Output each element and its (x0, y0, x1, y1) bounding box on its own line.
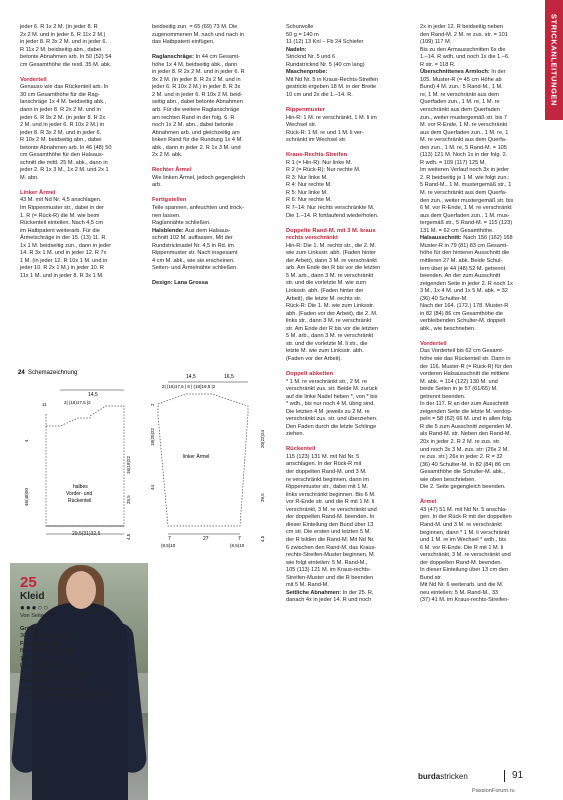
paragraph: 115 (123) 131 M. mit Nd Nr. 5 anschlagen. In der Rück-R mit der doppelten Rand-M. und 3 M. re verschränkt beginnen, dann im Rippenmuster str., dabei mit 1 M. links verschränkt beginnen. Bis 6 M. vor R-Ende str. und die R mit 1 M. li verschränkt, 3 M. re verschränkt und der doppelten Rand-M. beenden. In dieser Einteilung den Bund über 13 cm str. Die ersten und letzten 5 M. der R bilden die Rand-M. Mit Nd Nr. 6 zwischen den Rand-M. das Kraus- rechts-Streifen-Muster beginnen, M. wie folgt einteilen: 5 M. Rand-M., 105 (113) 121 M. im Kraus-rechts- Streifen-Muster und die R beenden mit 5 M. Rand-M. (286, 453, 377, 589)
watermark: PassionForum.ru (472, 788, 515, 794)
sleeve-dim-top-left: 14,5 (186, 374, 196, 380)
heading-doppelte-rand: Doppelte Rand-M. mit 3 M. kraus rechts verschränkt (286, 227, 376, 242)
column-4 (420, 24, 542, 613)
from-page: Von Seite 60 (20, 613, 52, 619)
body-dim-rib: 4,5 (126, 533, 131, 540)
paragraph: Das Vorderteil bis 62 cm Gesamt- höhe wie das Rückenteil str. Dann in der 116. Muster-R (= Rück-R) für den vorderen Halsausschnitt die mittlere M. abk. = 114 (122) 130 M. und beide Seiten in je 57 (61/65) M. getrennt beenden. In der 117. R an der zum Ausschnitt zeigenden Seite die letzte M. verdop- peln = 58 (62) 66 M. und in allen folg. R die 5 zum Ausschnitt zeigenden M. als Rand-M. str. Neben den Rand-M. 20x in jeder 2. R 2 M. re zus. str. und noch 3x 3 M. zus. str: (26x 2 M. re zus. str.) 26x in jeder 2. R = 32 (36) 40 Schulter-M. In 82 (84) 86 cm Gesamthöhe die Schulter-M. abk., wie oben beschrieben. Die 2. Seite gegengleich beenden. (420, 348, 513, 491)
label-raglan: Raglanschräge: (152, 54, 194, 61)
sleeve-dim-top-right: 16,5 (224, 374, 234, 380)
model-title: Kleid (20, 591, 45, 602)
model-number: 25 (20, 574, 37, 591)
sleeve-label: linker Ärmel (183, 454, 210, 460)
heading-doppelt-abketten: Doppelt abketten (286, 370, 334, 377)
heading-vorderteil: Vorderteil (20, 76, 47, 83)
heading-rueckenteil: Rückenteil (286, 446, 316, 453)
paragraph-halsausschnitt: Halsausschnitt: Nach 156 (162) 168 Muster-R in 79 (81) 83 cm Gesamt- höhe für den hinteren Ausschnitt die mittleren 27 M. abk. Beide Schul- tern über je 44 (48) 52 M. getrennt beenden. An der zum Ausschnitt zeigenden Seite in jeder 2. R noch 1x 3 M., 1x 4 M. und 1x 5 M. abk. = 32 (36) 40 Schulter-M. Nach der 164. (172.) 178. Muster-R in 82 (84) 86 cm Gesamthöhe die verbleibenden Schulter-M. doppelt abk., wie beschrieben. (420, 235, 513, 332)
column-2 (152, 24, 274, 295)
groesse: 36-38 (40-42) 44-46 (20, 633, 70, 640)
paragraph: R 1 (= Hin-R): Nur linke M. R 2 (= Rück-R): Nur rechte M. R 3: Nur linke M. R 4: Nur rechte M. R 5: Nur linke M. R 6: Nur rechte M. R 7–14: Nur rechts verschränkte M. Die 1.–14. R fortlaufend wiederholen. (286, 159, 379, 219)
body-dim-total: 46(48)50 (24, 487, 29, 506)
column-3 (286, 24, 408, 612)
paragraph: 43 (47) 51 M. mit Nd Nr. 5 anschla- gen. In der Rück-R mit der doppelten Rand-M. und 3 M. re verschränkt beginnen, dann * 1 M. li verschränkt und 1 M. re im Wechsel * wdh., bis 6 M. vor R-Ende. Die R mit 1 M. li verschränkt, 3 M. re verschränkt und der doppelten Rand-M. beenden. In dieser Einteilung über 13 cm den Bund str. Mit Nd Nr. 6 weiterarb. und die M. neu einteilen: 5 M. Rand-M., 33 (37) 41 M. im Kraus-rechts-Streifen- (420, 506, 512, 604)
sleeve-dim-left-c: 44 (150, 484, 155, 490)
heading-rechter-aermel: Rechter Ärmel (152, 167, 192, 174)
body-label-3: Rückenteil (68, 498, 92, 504)
text-raglan: In 44 cm Gesamt- höhe 1x 4 M. beidseitig abk., dann in jeder 8. R 2x 2 M. und in jeder 6. R 9x 2 M. (in jeder 8. R 2x 2 M. und in jeder 6. R 10x 2 M.) in jeder 8. R 3x 2 M. und in jeder 6. R 10x 2 M. beid- seitig abn., dabei betonte Abnahmen arb. Für die weitere Raglanschräge am rechten Rand in der folg. 6. R noch 1x 2 M. abn., dabei betonte Abnahmen arb. und gleichzeitig am linken Rand für die Rundung 1x 4 M. abk., dann in jeder 2. R 1x 3 M. und 2x 2 M. abk. (152, 54, 245, 159)
paragraph: jeder 6. R 1x 2 M. (in jeder 8. R 2x 2 M. und in jeder 6. R 11x 2 M.) in jeder 8. R 3x 2 M. und in jeder 6. R 11x 2 M. beidseitig abn., dabei betonte Abnahmen arb. In 50 (52) 54 cm Gesamthöhe die restl. 35 M. abk. (20, 24, 112, 68)
paragraph: Wie linken Ärmel, jedoch gegengleich arb. (152, 174, 246, 189)
difficulty-rating: ●●●○○ (20, 603, 50, 612)
body-dim-top: 14,5 (88, 392, 98, 398)
sleeve-piece (158, 394, 248, 526)
paragraph: Genauso wie das Rückenteil arb. In 30 cm Gesamthöhe für die Rag- lanschräge 1x 4 M. beidseitig abk., dann in jeder 8. R 2x 2 M. und in jeder 6. R 9x 2 M. (in jeder 8. R 2x 2 M. und in jeder 6. R 10x 2 M.) in jeder 8. R 3x 2 M. und in jeder 6. R 10x 2 M. beidseitig abn., dabei betonte Abnahmen arb. In 46 (48) 50 cm Gesamthöhe für den Halsaus- schnitt die mittl. 25 M. abk., dann in jeder 2. R 1x 3 M., 1x 2 M. und 2x 1 M. abn. (20, 84, 112, 181)
body-dim-bottom: 29,5(31)32,5 (72, 531, 101, 537)
sleeve-dim-bottom-left: 7 (168, 536, 171, 542)
heading-fertigstellen: Fertigstellen (152, 197, 187, 204)
paragraph: Hin-R: 1 M. re verschränkt, 1 M. li im Wechsel str. Rück-R: 1 M. re und 1 M. li ver- schränkt im Wechsel str. (286, 114, 377, 144)
label-halsblende: Halsblende: (152, 227, 184, 234)
section-tab (545, 0, 563, 120)
sleeve-dim-right-b: 39,5 (260, 493, 265, 502)
body-piece (46, 406, 124, 526)
paragraph: Hin-R: Die 1. M. rechts str., die 2. M. wie zum Linksstr. abh. (Faden hinter der Arbeit), dann 3 M. re verschränkt arb. Am Ende der R bis vor die letzten 5 M. arb., dann 3 M. re verschränkt str. und die vorletzte M. wie zum Linksstr. abh. (Faden hinter der Arbeit), die letzte M. rechts str. Rück-R: Die 1. M. wie zum Linksstr. abh. (Faden vor der Arbeit), die 2. M. links str., dann 3 M. re verschränkt str. Am Ende der R bis vor die letzten 5 M. arb., dann 3 M. re verschränkt str. und die vorletzte M. li str., die letzte M. wie zum Linksstr. abh. (Faden vor der Arbeit). (286, 242, 381, 362)
footer-divider (504, 770, 505, 782)
paragraph-ueberschnitten: Überschnittenes Armloch: In der 105. Muster-R (= 45 cm Höhe ab Bund) 4 M. zun.: 5 Rand-M., 1 M. re, 1 M. re verschränkt aus dem Querfaden zun., 1 M. re, 1 M. re verschränkt aus dem Querfaden zun., weiter mustergemäß str. bis 7 M. vor R-Ende, 1 M. re verschränkt aus dem Querfaden zun., 1 M. re, 1 M. re verschränkt aus dem Querfa- den zun., 1 M. re, 5 Rand-M. = 105 (113) 121 M. Noch 1x in der folg. 2. R wdh. = 109 (117) 125 M. Im weiteren Verlauf noch 3x in jeder 2. R beidseitig je 1 M. wie folgt zun.: 5 Rand-M., 1 M. mustergemäß str., 1 M. re verschränkt aus dem Querfa- den zun., weiter mustergemäß str. bis 6 M. vor R-Ende, 1 M. re verschränkt aus dem Querfaden zun., 1 M. mus- tergemäß str., 5 Rand-M. = 115 (123) 131 M. = 62 cm Gesamthöhe. (420, 69, 514, 234)
sleeve-dim-bottom-mid: 27 (203, 536, 209, 542)
heading-material: Material: (20, 678, 44, 685)
paragraph-seitliche: Seitliche Abnahmen: In der 25. R, danach 4x in jeder 14. R und noch (286, 589, 374, 604)
body-dim-top-sub: 2| (16)17,5 |2 (64, 400, 91, 405)
paragraph: 2x in jeder 12. R beidseitig neben den Rand-M. 2 M. re zus. str. = 101 (109) 117 M. Bis zu den Armausschnitten 6x die 1.–14. R wdh. und noch 1x die 1.–6. R str. = 118 R. (420, 24, 510, 68)
magazine-brand: burda (418, 772, 441, 781)
page-number: 91 (512, 770, 524, 781)
heading-groesse: Größe (20, 625, 38, 632)
body-label-1: halbes (73, 484, 88, 490)
body-label-2: Vorder- und (66, 491, 93, 497)
heading-aermel: Ärmel (420, 499, 437, 506)
body-dim-lower: 25,5 (126, 495, 131, 504)
page-footer (418, 770, 524, 781)
sleeve-dim-left-a: 2 (150, 403, 155, 406)
section-tab-label: STRICKANLEITUNGEN (549, 13, 559, 107)
sleeve-dim-right-a: 20(22)24 (260, 429, 265, 448)
sleeve-dim-right-c: 4,5 (260, 535, 265, 542)
paragraph-maschenprobe: Maschenprobe: Mit Nd Nr. 5 in Kraus-Rechts-Streifen gestrickt ergeben 18 M. in der Breite 10 cm und 2x die 1.–14. R. (286, 69, 379, 98)
paragraph-raglan (152, 54, 274, 160)
model-info (10, 575, 116, 706)
column-1 (20, 24, 142, 288)
sleeve-dim-top-sub: 2| (16)17,5 | 6 | (18)19,5 |2 (162, 384, 216, 389)
text-halsblende: Aus dem Halsaus- schnitt 102 M. auffassen. Mit der Rundstricknadel Nr. 4,5 in Rd. im Rippenmuster str. Nach insgesamt 4 cm M. abk., wie sie erscheinen. Seiten- und Ärmelnähte schließen. (152, 227, 238, 272)
heading-linker-aermel: Linker Ärmel (20, 189, 56, 196)
paragraph: Schurwolle 50 g = 140 m 11 (12) 13 Knl – Fb 24 Schiefer (286, 24, 364, 46)
schematic-number: 24 (18, 370, 25, 376)
paragraph: * 1 M. re verschränkt str., 2 M. re verschränkt zus. str. Beide M. zurück auf die linke Nadel heben *, von * bis * wdh., bis nur noch 4 M. übrig sind. Die letzten 4 M. jeweils zu 2 M. re verschränkt zus. str. und überziehen. Den Faden durch die letzte Schlinge ziehen. (286, 378, 378, 438)
paragraph: Teile spannen, anfeuchten und trock- nen lassen. Raglannähte schließen. (152, 204, 244, 227)
body-dim-left-small: 4 (24, 439, 29, 442)
fertige-groesse: Brustumfang: 96 (104) 112 cm Länge: 82 (84) 86 cm Ärmellänge: 42 (42) 42 cm (20, 648, 86, 677)
sleeve-dim-bottom-right-2: (8,5)10 (230, 543, 245, 548)
paragraph: beidseitig zun. = 65 (69) 73 M. Die zugenommenen M. nach und nach in das Hatbpatent einfügen. (152, 24, 245, 46)
design-credit: Design: Lana Grossa (152, 280, 208, 287)
paragraph: 43 M. mit Nd Nr. 4,5 anschlagen. Im Rippenmuster str., dabei in der 1. R (= Rück-R) die M. wie beim Rückenteil einteilen. Nach 4,5 cm im Hatbpatent weiterarb. Für die Ärmelschräge in der 15. (13) 11. R 1x 1 M. beidseitig zun., dann in jeder 14. R 3x 1 M. und in jeder 12. R 7x 1 M. (in jeder 12. R 10x 1 M. und in jeder 10. R 2x 1 M.) in jeder 10. R 11x 1 M. und in jeder 8. R 3x 1 M. (20, 197, 112, 279)
sleeve-dim-bottom-left-2: (8,5)10 (161, 543, 176, 548)
body-dim-small: 11 (42, 402, 47, 407)
material: Lana Grossa, Brigitte No. 2 47 % Alpaka, 45 % Baumwolle, 8 % (20, 685, 109, 700)
schematic-title: Schemazeichnung (28, 370, 78, 376)
heading-kraus-rechts: Kraus-Rechts-Streifen (286, 152, 348, 159)
magazine-brand-suffix: stricken (440, 772, 468, 781)
heading-rippenmuster: Rippenmuster (286, 106, 325, 113)
body-dim-raglan: 16(18)22 (126, 455, 131, 474)
sleeve-dim-left-b: 18(20)22 (150, 427, 155, 446)
schematic-drawing (18, 366, 278, 556)
paragraph-halsblende (152, 228, 274, 273)
heading-vorderteil-2: Vorderteil (420, 340, 447, 347)
heading-fertige-groesse: Fertige Größe: (20, 640, 60, 647)
sleeve-dim-bottom-right: 7 (238, 536, 241, 542)
paragraph-nadeln: Nadeln: Stricknd Nr. 5 und 6 Rundstricknd Nr. 5 (40 cm lang) (286, 46, 365, 68)
